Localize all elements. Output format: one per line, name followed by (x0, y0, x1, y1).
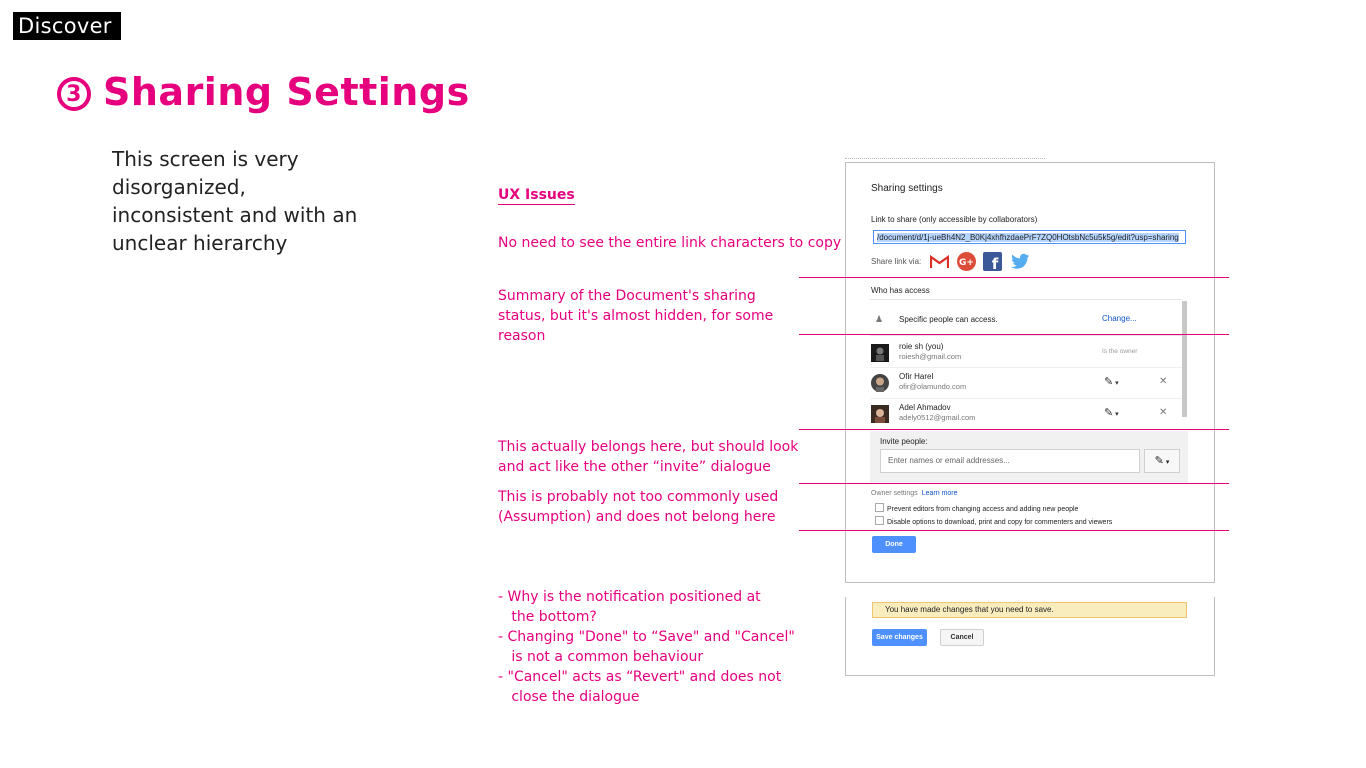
invite-permission-dropdown[interactable]: ✎ ▾ (1144, 449, 1180, 473)
note-line: This is probably not too commonly used (498, 489, 779, 505)
checkbox[interactable] (875, 503, 884, 512)
remove-person-icon[interactable]: ✕ (1159, 376, 1168, 387)
intro-line: disorganized, (112, 175, 246, 199)
unsaved-changes-dialog-variant (845, 597, 1215, 676)
note-line: This actually belongs here, but should look (498, 439, 799, 455)
divider (870, 335, 1182, 336)
note-notification (498, 587, 795, 707)
person-row (871, 372, 1171, 398)
note-line: reason (498, 328, 546, 344)
option-label: Prevent editors from changing access and adding new people (887, 506, 1079, 513)
invite-input[interactable]: Enter names or email addresses... (880, 449, 1140, 473)
intro-line: This screen is very (112, 147, 299, 171)
remove-person-icon[interactable]: ✕ (1159, 407, 1168, 418)
divider (870, 367, 1182, 368)
owner-settings-text: Owner settings (871, 490, 918, 497)
note-line: Summary of the Document's sharing (498, 288, 756, 304)
owner-role: Is the owner (1102, 348, 1138, 355)
person-name: Adel Ahmadov (899, 403, 951, 412)
step-number-badge: 3 (57, 77, 91, 111)
checkbox[interactable] (875, 516, 884, 525)
person-email: ofir@olamundo.com (899, 382, 967, 391)
sharing-summary-row (871, 306, 1176, 336)
note-line: status, but it's almost hidden, for some (498, 308, 774, 324)
note-line: (Assumption) and does not belong here (498, 509, 776, 525)
people-list-scrollbar[interactable] (1182, 301, 1187, 417)
edit-permission-pencil-icon[interactable]: ✎ ▾ (1104, 407, 1119, 419)
prevent-editors-option[interactable] (875, 503, 1078, 513)
learn-more-link[interactable]: Learn more (921, 490, 958, 497)
note-line: and act like the other “invite” dialogue (498, 459, 771, 475)
people-icon: ♟ (875, 314, 884, 324)
page-title-text: Sharing Settings (103, 70, 470, 114)
intro-line: unclear hierarchy (112, 231, 288, 255)
person-name: Ofir Harel (899, 372, 934, 381)
svg-text:f: f (991, 255, 999, 271)
sharing-settings-dialog (845, 162, 1215, 583)
save-changes-button[interactable]: Save changes (872, 629, 927, 646)
who-has-access-label: Who has access (871, 286, 930, 295)
note-line: No need to see the entire link characters to copy (498, 235, 842, 251)
note-summary (498, 286, 773, 346)
intro-line: inconsistent and with an (112, 203, 358, 227)
invite-label: Invite people: (880, 437, 928, 446)
avatar (871, 344, 889, 362)
note-line: is not a common behaviour (498, 649, 704, 665)
share-link-field[interactable] (873, 230, 1186, 244)
share-link-value: /document/d/1j-ueBh4N2_B0Kj4xhfhzdaePrF7ZQ0HOtsbNc5u5k5g/edit?usp=sharing (877, 233, 1179, 242)
google-plus-icon[interactable] (957, 252, 976, 271)
note-line: - Changing "Done" to “Save" and "Cancel" (498, 629, 795, 645)
page-title (57, 70, 470, 114)
avatar (871, 374, 889, 392)
annotation-line (799, 277, 1229, 278)
annotation-line (799, 429, 1229, 430)
invite-people-section (870, 431, 1188, 483)
divider (870, 398, 1182, 399)
annotation-line (799, 334, 1229, 335)
link-label: Link to share (only accessible by collaborators) (871, 215, 1038, 224)
note-invite (498, 437, 798, 477)
person-row (871, 403, 1171, 429)
discover-tag: Discover (13, 12, 121, 40)
note-link (498, 233, 841, 253)
done-button[interactable]: Done (872, 536, 916, 553)
disable-download-option[interactable] (875, 516, 1112, 526)
svg-text:G+: G+ (959, 258, 974, 268)
note-line: close the dialogue (498, 689, 640, 705)
unsaved-changes-notice: You have made changes that you need to save. (872, 602, 1187, 618)
person-name: roie sh (you) (899, 342, 944, 351)
avatar (871, 405, 889, 423)
note-line: the bottom? (498, 609, 597, 625)
intro-text (112, 145, 412, 257)
change-link[interactable]: Change... (1102, 314, 1137, 323)
person-row (871, 342, 1171, 368)
share-via-label: Share link via: (871, 257, 922, 266)
owner-settings-label (871, 490, 957, 497)
note-line: - Why is the notification positioned at (498, 589, 761, 605)
facebook-icon[interactable] (983, 252, 1002, 271)
edit-permission-pencil-icon[interactable]: ✎ ▾ (1104, 376, 1119, 388)
note-owner-settings (498, 487, 778, 527)
dialog-title: Sharing settings (871, 183, 943, 194)
divider (870, 299, 1182, 300)
note-line: - "Cancel" acts as “Revert" and does not (498, 669, 782, 685)
ux-issues-heading: UX Issues (498, 187, 575, 203)
person-email: roiesh@gmail.com (899, 352, 962, 361)
twitter-icon[interactable] (1011, 252, 1030, 271)
gmail-icon[interactable] (930, 252, 949, 271)
option-label: Disable options to download, print and copy for commenters and viewers (887, 519, 1113, 526)
annotation-line (799, 483, 1229, 484)
cancel-button[interactable]: Cancel (940, 629, 984, 646)
person-email: adely0512@gmail.com (899, 413, 976, 422)
annotation-line (799, 530, 1229, 531)
sharing-summary: Specific people can access. (899, 315, 998, 324)
